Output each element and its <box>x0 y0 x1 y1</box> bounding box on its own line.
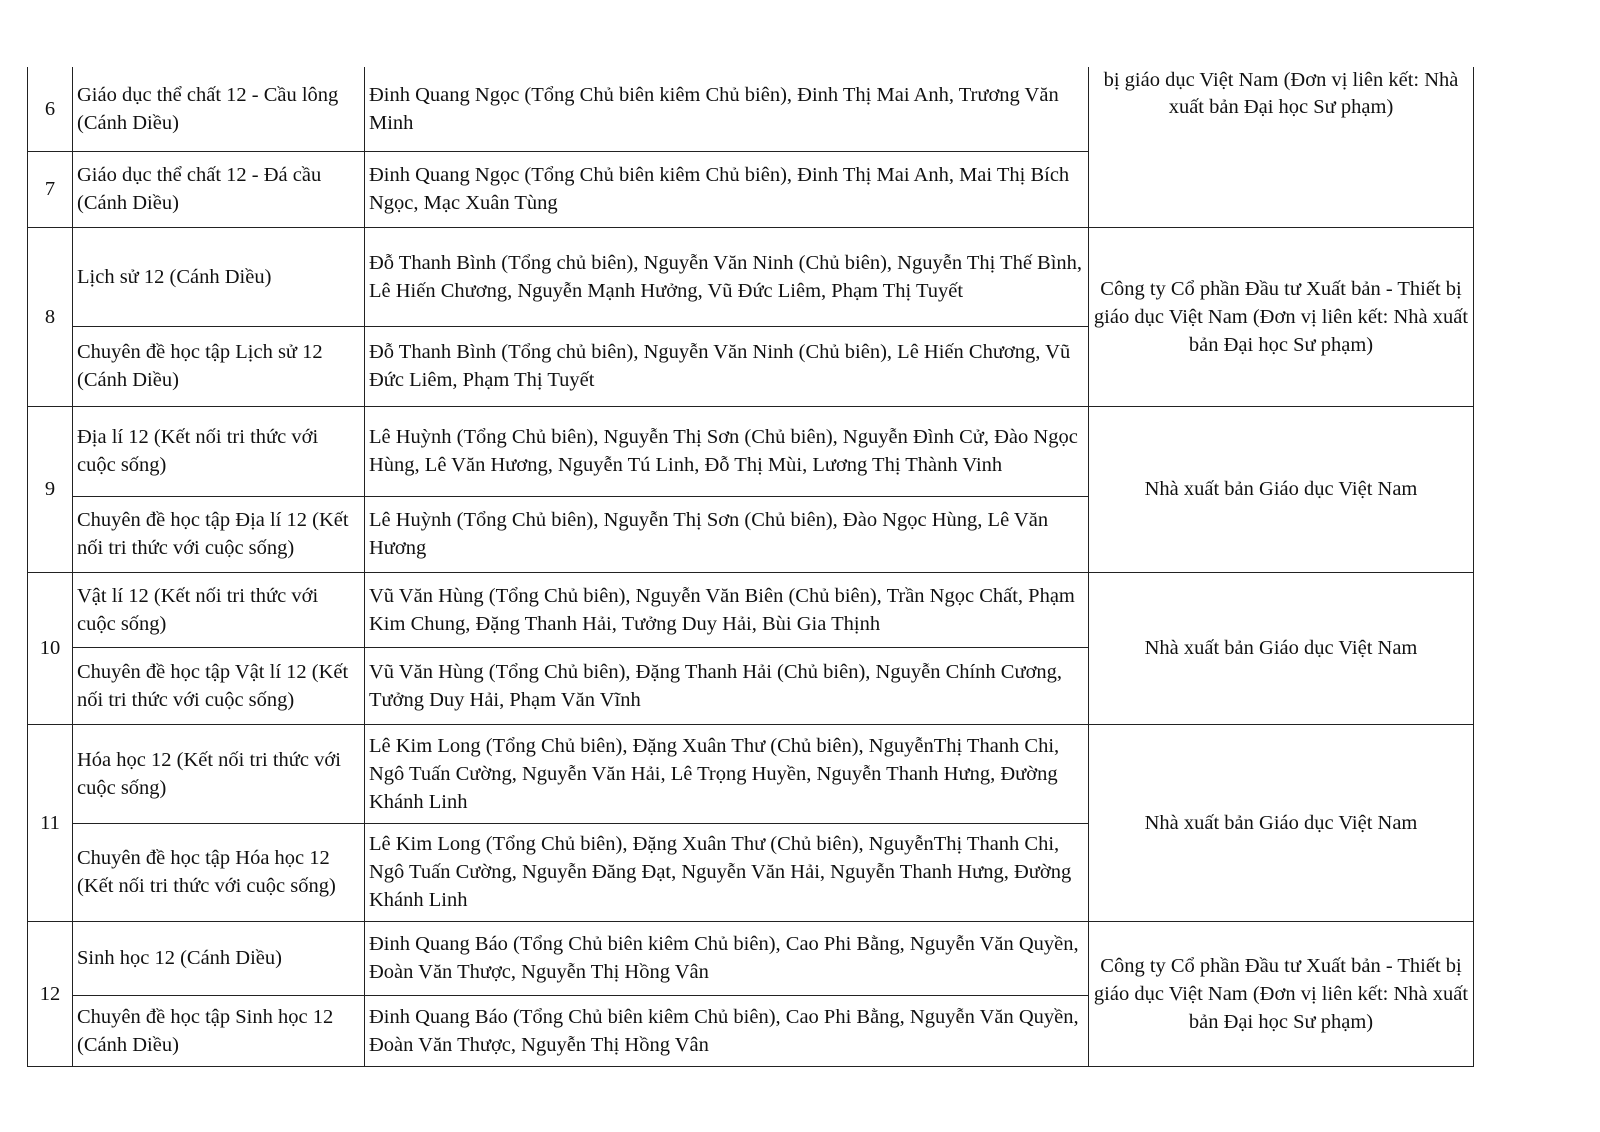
book-title: Chuyên đề học tập Sinh học 12 (Cánh Diều) <box>73 995 365 1066</box>
book-title: Sinh học 12 (Cánh Diều) <box>73 921 365 995</box>
row-number: 10 <box>28 572 73 724</box>
book-title: Chuyên đề học tập Hóa học 12 (Kết nối tri thức với cuộc sống) <box>73 823 365 921</box>
book-title: Giáo dục thể chất 12 - Đá cầu (Cánh Diều) <box>73 151 365 227</box>
book-title: Chuyên đề học tập Lịch sử 12 (Cánh Diều) <box>73 326 365 406</box>
table-row <box>28 921 1474 995</box>
book-authors: Đinh Quang Báo (Tổng Chủ biên kiêm Chủ biên), Cao Phi Bằng, Nguyễn Văn Quyền, Đoàn Văn Thược, Nguyễn Thị Hồng Vân <box>365 995 1089 1066</box>
publisher: Công ty Cổ phần Đầu tư Xuất bản - Thiết bị giáo dục Việt Nam (Đơn vị liên kết: Nhà xuất bản Đại học Sư phạm) <box>1089 227 1474 406</box>
table-row <box>28 227 1474 326</box>
book-authors: Lê Kim Long (Tổng Chủ biên), Đặng Xuân Thư (Chủ biên), NguyễnThị Thanh Chi, Ngô Tuấn Cường, Nguyễn Đăng Đạt, Nguyễn Văn Hải, Nguyễn Thanh Hưng, Đường Khánh Linh <box>365 823 1089 921</box>
row-number: 8 <box>28 227 73 406</box>
book-authors: Đinh Quang Báo (Tổng Chủ biên kiêm Chủ biên), Cao Phi Bằng, Nguyễn Văn Quyền, Đoàn Văn Thược, Nguyễn Thị Hồng Vân <box>365 921 1089 995</box>
row-number: 12 <box>28 921 73 1066</box>
book-authors: Vũ Văn Hùng (Tổng Chủ biên), Nguyễn Văn Biên (Chủ biên), Trần Ngọc Chất, Phạm Kim Chung, Đặng Thanh Hải, Tưởng Duy Hải, Bùi Gia Thịnh <box>365 572 1089 647</box>
book-title: Chuyên đề học tập Vật lí 12 (Kết nối tri thức với cuộc sống) <box>73 647 365 724</box>
book-authors: Đinh Quang Ngọc (Tổng Chủ biên kiêm Chủ biên), Đinh Thị Mai Anh, Trương Văn Minh <box>365 67 1089 151</box>
publisher: Nhà xuất bản Giáo dục Việt Nam <box>1089 724 1474 921</box>
table-row <box>28 406 1474 496</box>
publisher: Nhà xuất bản Giáo dục Việt Nam <box>1089 572 1474 724</box>
book-title: Hóa học 12 (Kết nối tri thức với cuộc sống) <box>73 724 365 823</box>
book-authors: Lê Huỳnh (Tổng Chủ biên), Nguyễn Thị Sơn (Chủ biên), Nguyễn Đình Cử, Đào Ngọc Hùng, Lê Văn Hương, Nguyễn Tú Linh, Đỗ Thị Mùi, Lương Thị Thành Vinh <box>365 406 1089 496</box>
book-authors: Đỗ Thanh Bình (Tổng chủ biên), Nguyễn Văn Ninh (Chủ biên), Nguyễn Thị Thế Bình, Lê Hiến Chương, Nguyễn Mạnh Hưởng, Vũ Đức Liêm, Phạm Thị Tuyết <box>365 227 1089 326</box>
book-authors: Vũ Văn Hùng (Tổng Chủ biên), Đặng Thanh Hải (Chủ biên), Nguyễn Chính Cương, Tưởng Duy Hải, Phạm Văn Vĩnh <box>365 647 1089 724</box>
book-title: Giáo dục thể chất 12 - Cầu lông (Cánh Diều) <box>73 67 365 151</box>
book-title: Chuyên đề học tập Địa lí 12 (Kết nối tri thức với cuộc sống) <box>73 496 365 572</box>
book-authors: Đinh Quang Ngọc (Tổng Chủ biên kiêm Chủ biên), Đinh Thị Mai Anh, Mai Thị Bích Ngọc, Mạc Xuân Tùng <box>365 151 1089 227</box>
book-authors: Lê Kim Long (Tổng Chủ biên), Đặng Xuân Thư (Chủ biên), NguyễnThị Thanh Chi, Ngô Tuấn Cường, Nguyễn Văn Hải, Lê Trọng Huyền, Nguyễn Thanh Hưng, Đường Khánh Linh <box>365 724 1089 823</box>
table-row <box>28 724 1474 823</box>
publisher: Công ty Cổ phần Đầu tư Xuất bản - Thiết bị giáo dục Việt Nam (Đơn vị liên kết: Nhà xuất bản Đại học Sư phạm) <box>1089 921 1474 1066</box>
book-title: Lịch sử 12 (Cánh Diều) <box>73 227 365 326</box>
row-number: 6 <box>28 67 73 151</box>
publisher: Nhà xuất bản Giáo dục Việt Nam <box>1089 406 1474 572</box>
table-row <box>28 572 1474 647</box>
table-row <box>28 67 1474 151</box>
row-number: 9 <box>28 406 73 572</box>
book-title: Vật lí 12 (Kết nối tri thức với cuộc sống) <box>73 572 365 647</box>
textbook-list-table <box>27 67 1474 1067</box>
book-authors: Đỗ Thanh Bình (Tổng chủ biên), Nguyễn Văn Ninh (Chủ biên), Lê Hiến Chương, Vũ Đức Liêm, Phạm Thị Tuyết <box>365 326 1089 406</box>
row-number: 11 <box>28 724 73 921</box>
publisher: bị giáo dục Việt Nam (Đơn vị liên kết: Nhà xuất bản Đại học Sư phạm) <box>1089 67 1474 227</box>
book-authors: Lê Huỳnh (Tổng Chủ biên), Nguyễn Thị Sơn (Chủ biên), Đào Ngọc Hùng, Lê Văn Hương <box>365 496 1089 572</box>
row-number: 7 <box>28 151 73 227</box>
book-title: Địa lí 12 (Kết nối tri thức với cuộc sống) <box>73 406 365 496</box>
